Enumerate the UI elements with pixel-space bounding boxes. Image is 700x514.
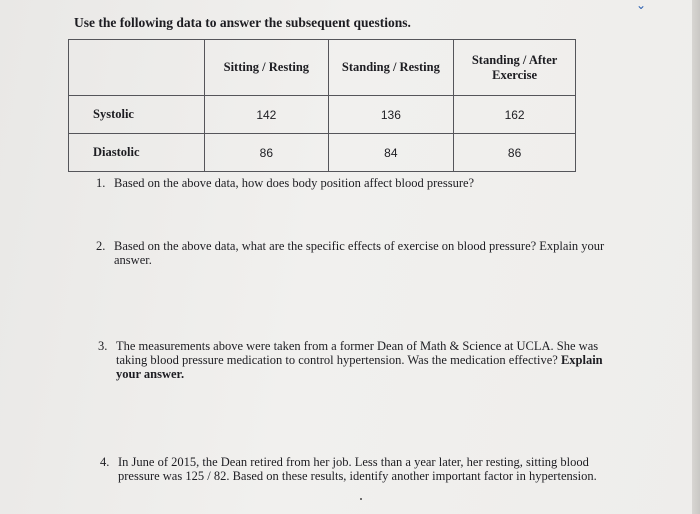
question-3-line1: The measurements above were taken from a former Dean of Math & Science at UCLA. She was xyxy=(116,339,599,353)
question-1-text: Based on the above data, how does body position affect blood pressure? xyxy=(114,176,475,190)
blood-pressure-table xyxy=(68,39,576,172)
question-3-number: 3. xyxy=(98,339,108,353)
instructions-heading: Use the following data to answer the subsequent questions. xyxy=(74,15,411,30)
paper-speck xyxy=(360,498,362,500)
header-standing-after-exercise xyxy=(454,40,576,96)
question-4-line1: In June of 2015, the Dean retired from her job. Less than a year later, her resting, sitting blood xyxy=(118,455,589,469)
diastolic-standing-value: 84 xyxy=(328,134,454,172)
question-3-line2: taking blood pressure medication to control hypertension. Was the medication effective? xyxy=(116,353,558,367)
header-standing-after-line1: Standing / After xyxy=(471,52,558,67)
row-label-systolic: Systolic xyxy=(69,96,205,134)
diastolic-sitting-value: 86 xyxy=(205,134,328,172)
question-2-line1: Based on the above data, what are the specific effects of exercise on blood pressure? Explain your xyxy=(114,239,605,253)
row-label-diastolic: Diastolic xyxy=(69,134,205,172)
question-3 xyxy=(98,339,658,381)
diastolic-exercise-value: 86 xyxy=(454,134,576,172)
question-2 xyxy=(96,239,656,267)
question-1-number: 1. xyxy=(96,176,106,190)
question-2-line2: answer. xyxy=(114,253,152,267)
header-standing-resting: Standing / Resting xyxy=(328,40,454,96)
systolic-standing-value: 136 xyxy=(328,96,454,134)
systolic-sitting-value: 142 xyxy=(205,96,328,134)
table-row-systolic xyxy=(69,96,576,134)
header-empty-cell xyxy=(69,40,205,96)
question-2-number: 2. xyxy=(96,239,106,253)
question-3-explain-bold: Explain xyxy=(560,353,603,367)
page-edge-shadow xyxy=(692,0,700,514)
question-1 xyxy=(96,176,474,190)
question-4-number: 4. xyxy=(100,455,110,469)
corner-arrow-icon: ⌄ xyxy=(635,0,646,12)
question-3-line3: your answer. xyxy=(116,367,185,381)
table-header-row xyxy=(69,40,576,96)
question-4-line2: pressure was 125 / 82. Based on these results, identify another important factor in hypertension. xyxy=(118,469,597,483)
header-standing-after-line2: Exercise xyxy=(492,67,538,82)
question-4 xyxy=(100,455,660,483)
header-sitting-resting: Sitting / Resting xyxy=(205,40,328,96)
systolic-exercise-value: 162 xyxy=(454,96,576,134)
table-row-diastolic xyxy=(69,134,576,172)
